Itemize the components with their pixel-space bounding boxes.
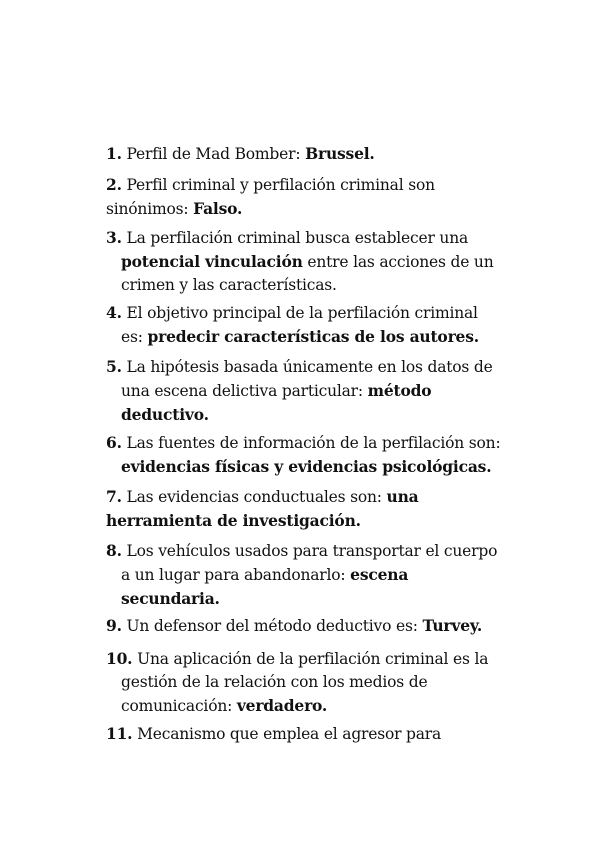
answer-text: método xyxy=(367,381,432,400)
question-line xyxy=(106,197,546,221)
question-line xyxy=(106,274,546,297)
question-line xyxy=(106,614,546,638)
question-line xyxy=(106,563,546,587)
question-6 xyxy=(106,431,546,479)
answer-text: secundaria. xyxy=(121,589,220,608)
question-line xyxy=(106,403,546,427)
question-line xyxy=(106,379,546,403)
answer-text: Brussel. xyxy=(305,144,375,163)
answer-text: Falso. xyxy=(193,199,243,218)
question-line xyxy=(106,587,546,611)
question-text: La perfilación criminal busca establecer una xyxy=(126,229,469,247)
answer-text: herramienta de investigación. xyxy=(106,511,361,530)
question-number: 9. xyxy=(106,616,122,635)
question-line xyxy=(106,539,546,563)
answer-text: escena xyxy=(350,565,409,584)
question-line xyxy=(106,485,546,509)
question-10 xyxy=(106,647,546,718)
question-line xyxy=(106,250,546,274)
question-text: La hipótesis basada únicamente en los datos de xyxy=(126,358,493,376)
question-text: es: xyxy=(121,328,148,346)
question-number: 8. xyxy=(106,541,122,560)
question-1 xyxy=(106,142,546,166)
question-text: a un lugar para abandonarlo: xyxy=(121,566,351,584)
question-number: 6. xyxy=(106,433,122,452)
question-7 xyxy=(106,485,546,533)
question-8 xyxy=(106,539,546,611)
answer-text: verdadero. xyxy=(236,696,328,715)
question-text: gestión de la relación con los medios de xyxy=(121,673,428,691)
question-line xyxy=(106,226,546,250)
question-line xyxy=(106,173,546,197)
question-line xyxy=(106,455,546,479)
answer-text: evidencias físicas y evidencias psicológicas. xyxy=(121,457,492,476)
question-text: crimen y las características. xyxy=(121,276,337,294)
question-text: Las evidencias conductuales son: xyxy=(126,488,387,506)
question-line xyxy=(106,694,546,718)
question-line xyxy=(106,722,546,746)
question-line xyxy=(106,325,546,349)
question-line xyxy=(106,431,546,455)
question-11 xyxy=(106,722,546,746)
question-line xyxy=(106,355,546,379)
question-line xyxy=(106,671,546,694)
question-number: 7. xyxy=(106,487,122,506)
question-9 xyxy=(106,614,546,638)
question-line xyxy=(106,142,546,166)
question-text: Las fuentes de información de la perfilación son: xyxy=(126,434,501,452)
question-number: 5. xyxy=(106,357,122,376)
question-number: 4. xyxy=(106,303,122,322)
question-number: 10. xyxy=(106,649,133,668)
question-text: Mecanismo que emplea el agresor para xyxy=(137,725,442,743)
question-text: Perfil criminal y perfilación criminal son xyxy=(126,176,435,194)
question-number: 11. xyxy=(106,724,133,743)
question-line xyxy=(106,647,546,671)
question-3 xyxy=(106,226,546,297)
question-text: Los vehículos usados para transportar el cuerpo xyxy=(126,542,498,560)
question-number: 1. xyxy=(106,144,122,163)
answer-text: Turvey. xyxy=(422,616,483,635)
question-number: 2. xyxy=(106,175,122,194)
question-text: sinónimos: xyxy=(106,200,194,218)
question-text: entre las acciones de un xyxy=(302,253,494,271)
question-line xyxy=(106,509,546,533)
question-text: comunicación: xyxy=(121,697,237,715)
answer-text: potencial vinculación xyxy=(121,252,303,271)
question-text: Una aplicación de la perfilación criminal es la xyxy=(137,650,489,668)
question-4 xyxy=(106,301,546,349)
question-5 xyxy=(106,355,546,427)
question-number: 3. xyxy=(106,228,122,247)
answer-text: una xyxy=(386,487,419,506)
question-2 xyxy=(106,173,546,221)
question-text: una escena delictiva particular: xyxy=(121,382,368,400)
question-text: Perfil de Mad Bomber: xyxy=(126,145,306,163)
question-text: Un defensor del método deductivo es: xyxy=(126,617,423,635)
answer-text: deductivo. xyxy=(121,405,209,424)
question-line xyxy=(106,301,546,325)
answer-text: predecir características de los autores. xyxy=(147,327,479,346)
question-text: El objetivo principal de la perfilación criminal xyxy=(126,304,478,322)
